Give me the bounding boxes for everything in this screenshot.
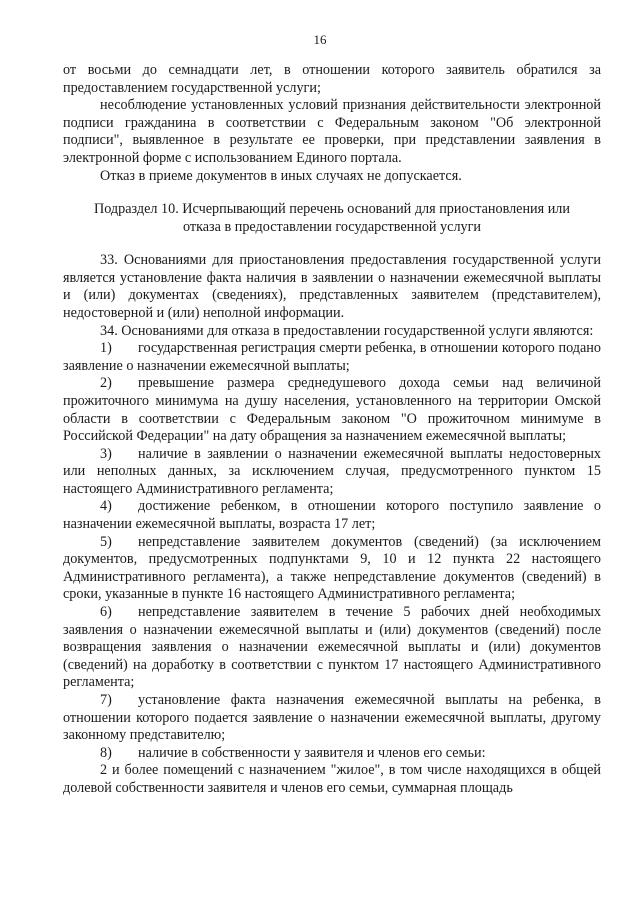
clause-34: 34. Основаниями для отказа в предоставлении государственной услуги являются: [100,322,594,339]
paragraph: несоблюдение установленных условий признания действительности электронной подписи гражданина в соответствии с Федеральным законом "Об электронной подписи", выявленное в результате ее проверки, при представлении заявления в электронной форме с использованием Единого портала. [63,97,601,166]
list-item [63,498,601,533]
list-item-number: 8) [100,744,112,761]
list-item-text: достижение ребенком, в отношении которого поступило заявление о назначении ежемесячной выплаты, возраста 17 лет; [63,498,601,533]
list-item-number: 6) [100,604,112,621]
paragraph: 2 и более помещений с назначением "жилое", в том числе находящихся в общей долевой собственности заявителя и членов его семьи, суммарная площадь [63,762,601,796]
list-item-number: 5) [100,533,112,550]
list-item-number: 3) [100,445,112,462]
list-item-text: превышение размера среднедушевого дохода семьи над величиной прожиточного минимума на душу населения, установленного на территории Омской области в соответствии с Федеральным законом "О прожиточном минимуме в Российской Федерации" на дату обращения за назначением ежемесячной выплаты; [63,375,601,445]
list-item-text: непредставление заявителем в течение 5 рабочих дней необходимых заявления о назначении ежемесячной выплаты и (или) документов (сведений) после возвращения заявления о назначении ежемесячной выплаты и (или) документов (сведений) на доработку в соответствии с пунктом 17 настоящего Административного регламента; [63,604,601,691]
paragraph: от восьми до семнадцати лет, в отношении которого заявитель обратился за предоставлением государственной услуги; [63,62,601,96]
list-item-number: 1) [100,340,112,357]
paragraph: Отказ в приеме документов в иных случаях не допускается. [100,167,462,184]
list-item [63,446,601,499]
clause-33: 33. Основаниями для приостановления предоставления государственной услуги является установление факта наличия в заявлении о назначении ежемесячной выплаты и (или) документах (сведениях), представленных заявителем (представителем), недостоверной и (или) неполной информации. [63,252,601,321]
list-item-number: 2) [100,375,112,392]
list-item-text: наличие в собственности у заявителя и членов его семьи: [138,744,486,761]
list-item [63,534,601,604]
list-item-number: 4) [100,498,112,515]
list-item-text: установление факта назначения ежемесячной выплаты на ребенка, в отношении которого подается заявление о назначении ежемесячной выплаты, другому законному представителю; [63,692,601,744]
list-item [63,745,601,763]
page-number: 16 [313,32,327,47]
list-item [63,340,601,375]
list-item-text: непредставление заявителем документов (сведений) (за исключением документов, предусмотренных подпунктами 9, 10 и 12 пункта 22 настоящего Административного регламента), а также непредставление документов (сведений) в сроки, указанные в пункте 16 настоящего Административного регламента; [63,533,601,603]
list-item [63,375,601,445]
document-body [63,62,601,798]
list-item [63,692,601,745]
list-item-text: государственная регистрация смерти ребенка, в отношении которого подано заявление о назначении ежемесячной выплаты; [63,340,601,374]
list-item-number: 7) [100,692,112,708]
subsection-heading: Подраздел 10. Исчерпывающий перечень оснований для приостановления или отказа в предоставлении государственной услуги [94,201,570,236]
list-item-text: наличие в заявлении о назначении ежемесячной выплаты недостоверных или неполных данных, за исключением случая, предусмотренного пунктом 15 настоящего Административного регламента; [63,445,601,497]
list-item [63,604,601,692]
